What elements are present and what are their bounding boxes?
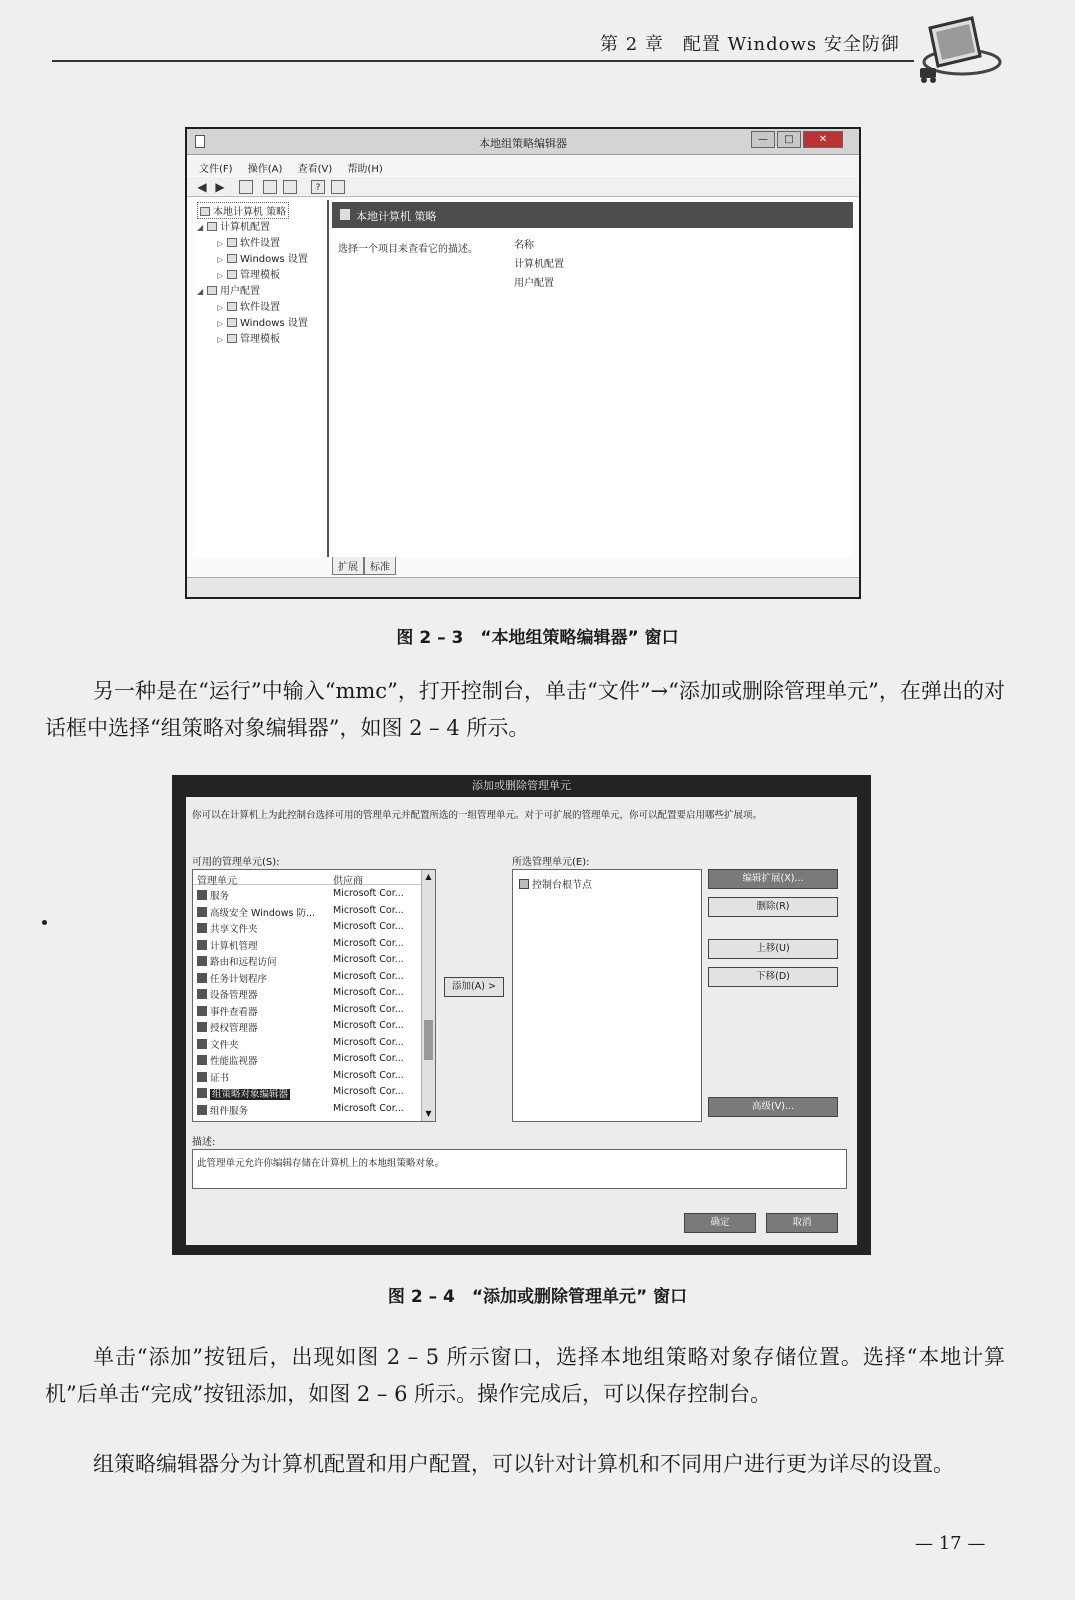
snapin-name: 性能监视器: [197, 1053, 258, 1067]
snapin-vendor: Microsoft Cor...: [333, 987, 404, 998]
expand-icon[interactable]: ▷: [217, 319, 224, 328]
figure-2-3-caption: 图 2 – 3 “本地组策略编辑器” 窗口: [396, 628, 679, 648]
snapin-vendor: Microsoft Cor...: [333, 1086, 404, 1097]
snapin-name: 组策略对象编辑器: [197, 1086, 290, 1100]
policy-icon: [200, 207, 210, 216]
snapin-name: 事件查看器: [197, 1004, 258, 1018]
figure-2-4-caption: 图 2 – 4 “添加或删除管理单元” 窗口: [387, 1287, 688, 1307]
header-rule: [52, 60, 914, 62]
dialog-title: 添加或删除管理单元: [472, 779, 571, 792]
snapin-row[interactable]: [193, 970, 421, 986]
local-group-policy-editor-window: [185, 127, 861, 599]
window-title: 本地组策略编辑器: [479, 137, 567, 150]
column-snapin[interactable]: 管理单元: [197, 876, 237, 887]
description-text: 此管理单元允许你编辑存储在计算机上的本地组策略对象。: [197, 1158, 445, 1169]
tab-standard[interactable]: 标准: [364, 557, 396, 575]
folder-icon: [227, 254, 237, 263]
menu-bar: [187, 156, 859, 176]
list-header: [193, 870, 421, 885]
paragraph-mmc: 另一种是在“运行”中输入“mmc”，打开控制台，单击“文件”→“添加或删除管理单元”，在弹出的对话框中选择“组策略对象编辑器”，如图 2 – 4 所示。: [45, 679, 1005, 740]
snapin-icon: [197, 1006, 207, 1016]
help-icon[interactable]: ?: [311, 180, 325, 194]
collapse-icon[interactable]: ◢: [197, 223, 204, 232]
snapin-icon: [197, 1039, 207, 1049]
tree-item-user-admin-templates[interactable]: ▷ 管理模板: [217, 334, 280, 345]
close-button[interactable]: ✕: [803, 131, 843, 148]
move-up-button[interactable]: 上移(U): [708, 939, 838, 959]
add-remove-snapins-dialog: [172, 775, 871, 1255]
tree-item-user-windows-settings[interactable]: ▷ Windows 设置: [217, 318, 308, 329]
expand-icon[interactable]: ▷: [217, 239, 224, 248]
available-snapins-list[interactable]: [192, 869, 436, 1122]
snapin-row[interactable]: [193, 1085, 421, 1101]
menu-help[interactable]: 帮助(H): [347, 164, 383, 175]
list-item-computer-config[interactable]: 计算机配置: [514, 259, 564, 270]
menu-view[interactable]: 查看(V): [297, 164, 333, 175]
edit-extensions-button[interactable]: 编辑扩展(X)...: [708, 869, 838, 889]
menu-file[interactable]: 文件(F): [199, 164, 233, 175]
tree-item-user-config[interactable]: ◢ 用户配置: [197, 286, 260, 297]
snapin-row[interactable]: [193, 1102, 421, 1118]
snapin-row[interactable]: [193, 1052, 421, 1068]
cancel-button[interactable]: 取消: [766, 1213, 838, 1233]
show-action-pane-icon[interactable]: [331, 180, 345, 194]
expand-icon[interactable]: ▷: [217, 271, 224, 280]
snapin-icon: [197, 940, 207, 950]
snapin-vendor: Microsoft Cor...: [333, 1020, 404, 1031]
move-down-button[interactable]: 下移(D): [708, 967, 838, 987]
scroll-thumb[interactable]: [424, 1020, 433, 1060]
snapin-row[interactable]: [193, 920, 421, 936]
computer-logo-icon: [912, 10, 1002, 88]
name-list: [514, 236, 664, 293]
add-button[interactable]: 添加(A) >: [444, 977, 504, 997]
selected-snapins-list[interactable]: [512, 869, 702, 1122]
snapin-name: 设备管理器: [197, 987, 258, 1001]
snapin-name: 路由和远程访问: [197, 954, 277, 968]
scroll-up-icon[interactable]: ▲: [425, 872, 432, 881]
details-header: 本地计算机 策略: [332, 202, 853, 228]
snapin-row[interactable]: [193, 953, 421, 969]
snapin-name: 服务: [197, 888, 229, 902]
list-scrollbar[interactable]: [421, 870, 435, 1121]
snapin-row[interactable]: [193, 1019, 421, 1035]
snapin-name: 文件夹: [197, 1037, 239, 1051]
snapin-icon: [197, 907, 207, 917]
stray-mark: [42, 920, 47, 925]
tree-item-computer-config[interactable]: ◢ 计算机配置: [197, 222, 270, 233]
show-hide-tree-icon[interactable]: [239, 180, 253, 194]
collapse-icon[interactable]: ◢: [197, 287, 204, 296]
snapin-icon: [197, 890, 207, 900]
paragraph-config: 组策略编辑器分为计算机配置和用户配置，可以针对计算机和不同用户进行更为详尽的设置。: [93, 1452, 954, 1476]
snapin-vendor: Microsoft Cor...: [333, 970, 404, 982]
advanced-button[interactable]: 高级(V)...: [708, 1097, 838, 1117]
snapin-name: 高级安全 Windows 防...: [197, 905, 315, 919]
snapin-name: 证书: [197, 1070, 229, 1084]
folder-icon: [227, 270, 237, 279]
snapin-icon: [197, 1055, 207, 1065]
status-bar: [187, 577, 859, 597]
tree-item-local-policy[interactable]: 本地计算机 策略: [197, 202, 289, 219]
remove-button[interactable]: 删除(R): [708, 897, 838, 917]
snapin-name: 任务计划程序: [197, 971, 267, 985]
snapin-icon: [197, 989, 207, 999]
tree-item-windows-settings[interactable]: ▷ Windows 设置: [217, 254, 308, 265]
snapin-row[interactable]: [193, 887, 421, 903]
snapin-row[interactable]: [193, 1003, 421, 1019]
description-box: [192, 1149, 847, 1189]
expand-icon[interactable]: ▷: [217, 303, 224, 312]
snapin-vendor: Microsoft Cor...: [333, 888, 404, 899]
policy-icon: [340, 209, 350, 220]
available-snapins-label: 可用的管理单元(S):: [192, 857, 280, 868]
console-root-icon: [519, 879, 529, 889]
export-list-icon[interactable]: [283, 180, 297, 194]
snapin-icon: [197, 1105, 207, 1115]
snapin-row[interactable]: [193, 1069, 421, 1085]
selected-snapins-label: 所选管理单元(E):: [512, 857, 590, 868]
paragraph-add: 单击“添加”按钮后，出现如图 2 – 5 所示窗口，选择本地组策略对象存储位置。选择“本地计算机”后单击“完成”按钮添加，如图 2 – 6 所示。操作完成后，可以保存控制台。: [45, 1345, 1005, 1406]
tab-extended[interactable]: 扩展: [332, 557, 364, 575]
page-number: — 17 —: [915, 1533, 986, 1554]
snapin-name: 组件服务: [197, 1103, 248, 1117]
computer-icon: [207, 222, 217, 231]
list-item-console-root[interactable]: 控制台根节点: [519, 876, 592, 891]
snapin-icon: [197, 1022, 207, 1032]
navigation-tree: [193, 200, 329, 557]
snapin-vendor: Microsoft Cor...: [333, 1053, 404, 1064]
chapter-title: 第 2 章 配置 Windows 安全防御: [600, 34, 900, 55]
snapin-icon: [197, 956, 207, 966]
back-icon[interactable]: ◀: [197, 180, 207, 194]
name-column-header[interactable]: 名称: [514, 240, 534, 251]
snapin-vendor: Microsoft Cor...: [333, 1069, 404, 1081]
minimize-button[interactable]: —: [751, 131, 775, 148]
tree-item-admin-templates[interactable]: ▷ 管理模板: [217, 270, 280, 281]
snapin-name: 授权管理器: [197, 1020, 258, 1034]
tree-item-user-software-settings[interactable]: ▷ 软件设置: [217, 302, 280, 313]
snapin-vendor: Microsoft Cor...: [333, 1003, 404, 1015]
ok-button[interactable]: 确定: [684, 1213, 756, 1233]
folder-icon: [227, 302, 237, 311]
folder-icon: [227, 318, 237, 327]
title-bar: [187, 129, 859, 155]
view-tabs: [332, 557, 632, 575]
snapin-vendor: Microsoft Cor...: [333, 1102, 404, 1114]
snapin-icon: [197, 1072, 207, 1082]
folder-icon: [227, 238, 237, 247]
details-pane: [332, 200, 853, 557]
snapin-vendor: Microsoft Cor...: [333, 904, 404, 916]
dialog-body: [186, 797, 857, 1245]
column-vendor[interactable]: 供应商: [333, 876, 363, 887]
toolbar: [187, 177, 859, 197]
snapin-icon: [197, 973, 207, 983]
dialog-intro: 你可以在计算机上为此控制台选择可用的管理单元并配置所选的一组管理单元。对于可扩展的管理单元，你可以配置要启用哪些扩展项。: [192, 810, 763, 821]
snapin-row[interactable]: [193, 986, 421, 1002]
snapin-name: 共享文件夹: [197, 921, 258, 935]
snapin-icon: [197, 1088, 207, 1098]
description-text: 选择一个项目来查看它的描述。: [338, 244, 478, 255]
snapin-name: 计算机管理: [197, 938, 258, 952]
snapin-row[interactable]: [193, 1036, 421, 1052]
snapin-icon: [197, 923, 207, 933]
snapin-row[interactable]: [193, 904, 421, 920]
properties-icon[interactable]: [263, 180, 277, 194]
description-label: 描述:: [192, 1137, 216, 1148]
expand-icon[interactable]: ▷: [217, 255, 224, 264]
snapin-vendor: Microsoft Cor...: [333, 937, 404, 949]
list-item-user-config[interactable]: 用户配置: [514, 278, 554, 289]
scroll-down-icon[interactable]: ▼: [425, 1109, 432, 1118]
folder-icon: [227, 334, 237, 343]
snapin-vendor: Microsoft Cor...: [333, 954, 404, 965]
expand-icon[interactable]: ▷: [217, 335, 224, 344]
snapin-vendor: Microsoft Cor...: [333, 921, 404, 932]
snapin-row[interactable]: [193, 937, 421, 953]
maximize-button[interactable]: □: [777, 131, 801, 148]
user-icon: [207, 286, 217, 295]
snapin-vendor: Microsoft Cor...: [333, 1036, 404, 1048]
tree-item-software-settings[interactable]: ▷ 软件设置: [217, 238, 280, 249]
forward-icon[interactable]: ▶: [215, 180, 225, 194]
menu-action[interactable]: 操作(A): [247, 164, 283, 175]
